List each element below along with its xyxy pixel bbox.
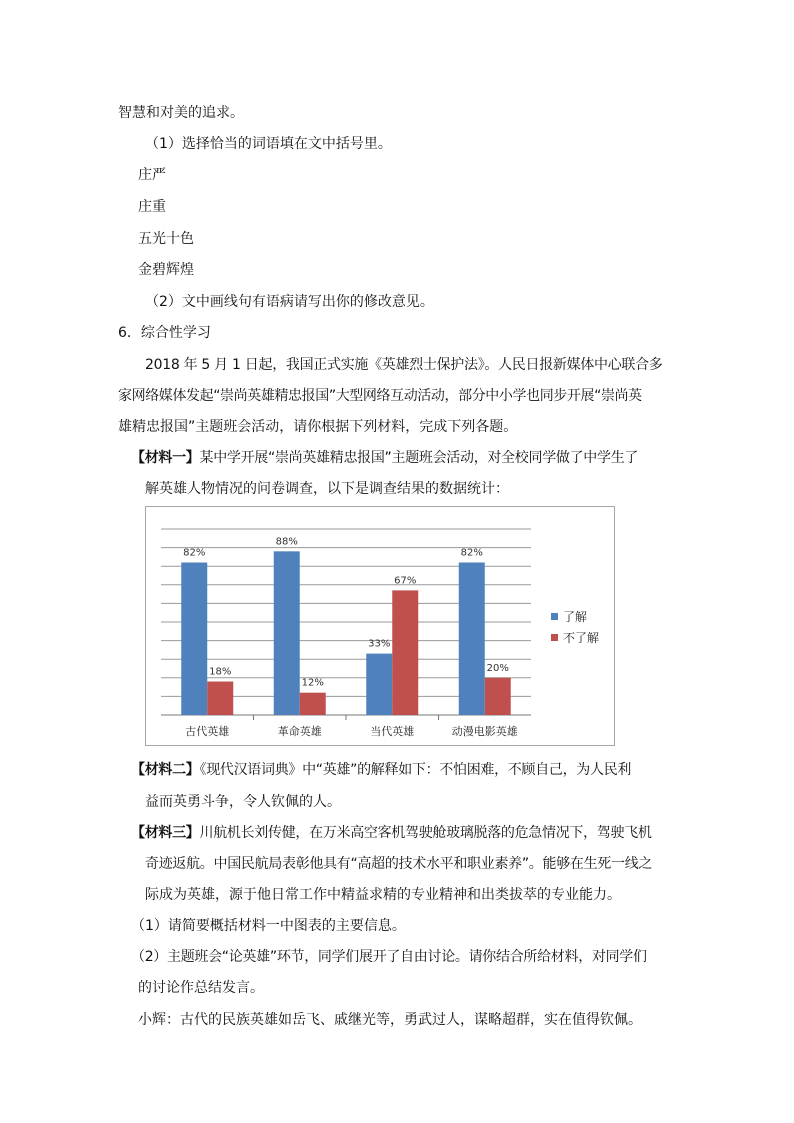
paragraph-line: 家网络媒体发起“崇尚英雄精忠报国”大型网络互动活动，部分中小学也同步开展“崇尚英 xyxy=(118,388,642,404)
bar-unknown xyxy=(485,678,511,715)
word-option: 金碧辉煌 xyxy=(138,262,194,278)
paragraph-line: 解英雄人物情况的问卷调查，以下是调查结果的数据统计： xyxy=(145,481,509,497)
legend-swatch xyxy=(551,634,558,641)
category-label: 古代英雄 xyxy=(185,725,230,738)
legend-label: 不了解 xyxy=(563,631,600,645)
material-two-text: 《现代汉语词典》中“英雄”的解释如下：不怕困难，不顾自己，为人民利 xyxy=(199,762,632,778)
legend-swatch xyxy=(551,613,558,620)
material-one-line xyxy=(131,448,638,468)
category-label: 动漫电影英雄 xyxy=(451,725,518,738)
paragraph-line: 雄精忠报国”主题班会活动，请你根据下列材料，完成下列各题。 xyxy=(118,419,518,435)
text-line: 智慧和对美的追求。 xyxy=(118,105,244,121)
data-label: 67% xyxy=(394,575,417,587)
data-label: 82% xyxy=(183,547,206,559)
material-one-text: 某中学开展“崇尚英雄精忠报国”主题班会活动，对全校同学做了中学生了 xyxy=(199,450,639,466)
question-2: （2）主题班会“论英雄”环节，同学们展开了自由讨论。请你结合所给材料，对同学们 xyxy=(131,949,647,965)
paragraph-line: 益而英勇斗争，令人钦佩的人。 xyxy=(145,794,341,810)
question-2: （2）文中画线句有语病请写出你的修改意见。 xyxy=(145,294,434,310)
data-label: 82% xyxy=(460,547,483,559)
bar-unknown xyxy=(392,590,418,715)
question-1: （1）选择恰当的词语填在文中括号里。 xyxy=(145,136,392,152)
data-label: 20% xyxy=(486,662,509,674)
paragraph-line: 小辉：古代的民族英雄如岳飞、戚继光等，勇武过人，谋略超群，实在值得钦佩。 xyxy=(138,1012,642,1028)
material-three-label: 【材料三】 xyxy=(131,825,200,841)
bar-unknown xyxy=(300,693,326,715)
material-one-label: 【材料一】 xyxy=(131,450,200,466)
bar-known xyxy=(459,562,485,715)
material-three-line xyxy=(131,823,652,843)
survey-bar-chart xyxy=(145,506,615,746)
section-heading: 6．综合性学习 xyxy=(118,325,211,341)
data-label: 18% xyxy=(209,666,232,678)
data-label: 88% xyxy=(275,536,298,548)
word-option: 五光十色 xyxy=(138,231,194,247)
data-label: 33% xyxy=(368,638,391,650)
bar-known xyxy=(366,654,392,715)
chart-svg xyxy=(146,507,616,747)
material-three-text: 川航机长刘传健，在万米高空客机驾驶舱玻璃脱落的危急情况下，驾驶飞机 xyxy=(199,825,652,841)
bar-known xyxy=(274,551,300,715)
word-option: 庄重 xyxy=(138,199,166,215)
category-label: 当代英雄 xyxy=(370,725,415,738)
paragraph-line: 奇迹返航。中国民航局表彰他具有“高超的技术水平和职业素养”。能够在生死一线之 xyxy=(145,856,653,872)
legend-label: 了解 xyxy=(563,610,588,624)
data-label: 12% xyxy=(301,677,324,689)
paragraph-line: 际成为英雄，源于他日常工作中精益求精的专业精神和出类拔萃的专业能力。 xyxy=(145,887,621,903)
material-two-line xyxy=(131,760,631,780)
paragraph-line: 的讨论作总结发言。 xyxy=(138,980,264,996)
bar-unknown xyxy=(207,682,233,715)
material-two-label: 【材料二】 xyxy=(131,762,200,778)
bar-known xyxy=(181,562,207,715)
paragraph-line: 2018 年 5 月 1 日起，我国正式实施《英雄烈士保护法》。人民日报新媒体中心联合多 xyxy=(145,357,663,373)
word-option: 庄严 xyxy=(138,167,166,183)
question-1: （1）请简要概括材料一中图表的主要信息。 xyxy=(131,918,406,934)
category-label: 革命英雄 xyxy=(277,725,322,738)
